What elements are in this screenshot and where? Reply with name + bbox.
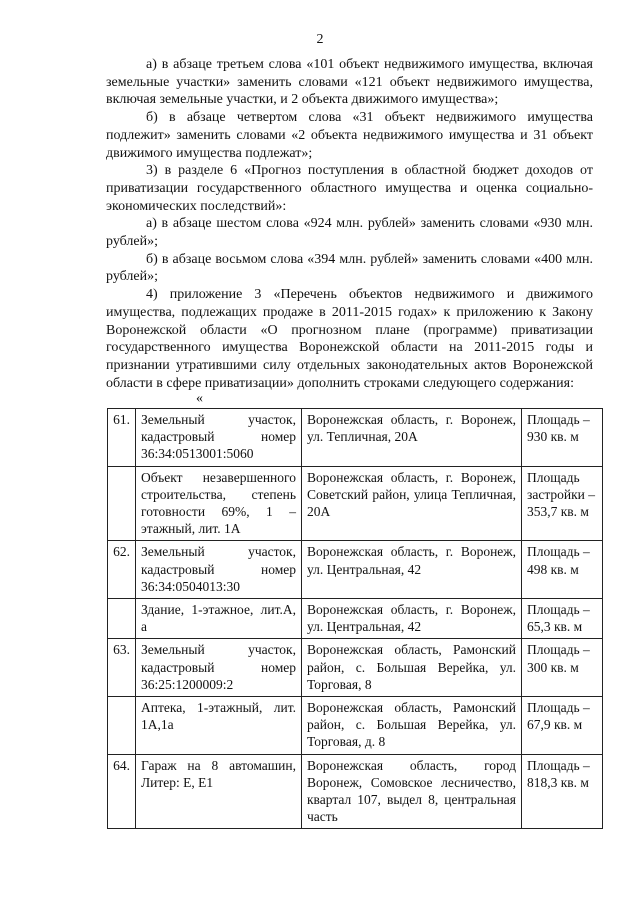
object-area: Площадь – 930 кв. м — [522, 409, 603, 467]
object-description: Земельный участок, кадастровый номер 36:34:0513001:5060 — [136, 409, 302, 467]
object-description: Земельный участок, кадастровый номер 36:25:1200009:2 — [136, 639, 302, 697]
object-area: Площадь – 300 кв. м — [522, 639, 603, 697]
table-row — [108, 754, 603, 829]
row-number — [108, 466, 136, 541]
table-row — [108, 541, 603, 599]
table-row — [108, 697, 603, 755]
paragraph: 3) в разделе 6 «Прогноз поступления в областной бюджет доходов от приватизации государственного областного имущества и оценка социально-экономических последствий»: — [106, 163, 593, 214]
table-row — [108, 409, 603, 467]
object-address: Воронежская область, г. Воронеж, ул. Тепличная, 20А — [302, 409, 522, 467]
object-area: Площадь – 818,3 кв. м — [522, 754, 603, 829]
amendment-text — [106, 56, 593, 406]
object-area: Площадь – 498 кв. м — [522, 541, 603, 599]
row-number: 61. — [108, 409, 136, 467]
object-description: Объект незавершенного строительства, степень готовности 69%, 1 – этажный, лит. 1А — [136, 466, 302, 541]
paragraph: 4) приложение 3 «Перечень объектов недвижимого и движимого имущества, подлежащих продаже в 2011-2015 годах» к приложению к Закону Воронежской области «О прогнозном плане (программе) приватизации государственного имущества Воронежской области на 2011-2015 годы и признании утратившими силу отдельных законодательных актов Воронежской области в сфере приватизации» дополнить строками следующего содержания: — [106, 287, 593, 391]
paragraph: а) в абзаце третьем слова «101 объект недвижимого имущества, включая земельные участки» заменить словами «121 объект недвижимого имущества, включая земельные участки, и 2 объекта движимого имущества»; — [106, 57, 593, 108]
table-row — [108, 639, 603, 697]
object-address: Воронежская область, Рамонский район, с. Большая Верейка, ул. Торговая, д. 8 — [302, 697, 522, 755]
object-address: Воронежская область, Рамонский район, с. Большая Верейка, ул. Торговая, 8 — [302, 639, 522, 697]
object-description: Гараж на 8 автомашин, Литер: Е, Е1 — [136, 754, 302, 829]
row-number: 64. — [108, 754, 136, 829]
object-address: Воронежская область, г. Воронеж, ул. Центральная, 42 — [302, 541, 522, 599]
object-description: Аптека, 1-этажный, лит. 1А,1а — [136, 697, 302, 755]
paragraph: б) в абзаце четвертом слова «31 объект недвижимого имущества подлежит» заменить словами «2 объекта недвижимого имущества и 31 объект движимого имущества подлежат»; — [106, 110, 593, 161]
object-address: Воронежская область, г. Воронеж, ул. Центральная, 42 — [302, 599, 522, 639]
property-table — [107, 408, 603, 829]
row-number: 62. — [108, 541, 136, 599]
opening-quote: « — [196, 391, 203, 407]
page-number: 2 — [316, 32, 324, 47]
row-number — [108, 599, 136, 639]
object-address: Воронежская область, город Воронеж, Сомовское лесничество, квартал 107, выдел 8, центральная часть — [302, 754, 522, 829]
paragraph: а) в абзаце шестом слова «924 млн. рублей» заменить словами «930 млн. рублей»; — [106, 216, 593, 250]
object-area: Площадь – 67,9 кв. м — [522, 697, 603, 755]
object-area: Площадь застройки – 353,7 кв. м — [522, 466, 603, 541]
paragraph: б) в абзаце восьмом слова «394 млн. рублей» заменить словами «400 млн. рублей»; — [106, 251, 593, 285]
row-number: 63. — [108, 639, 136, 697]
table-row — [108, 599, 603, 639]
object-area: Площадь – 65,3 кв. м — [522, 599, 603, 639]
object-address: Воронежская область, г. Воронеж, Советский район, улица Тепличная, 20А — [302, 466, 522, 541]
object-description: Здание, 1-этажное, лит.А, а — [136, 599, 302, 639]
table-row — [108, 466, 603, 541]
row-number — [108, 697, 136, 755]
object-description: Земельный участок, кадастровый номер 36:34:0504013:30 — [136, 541, 302, 599]
